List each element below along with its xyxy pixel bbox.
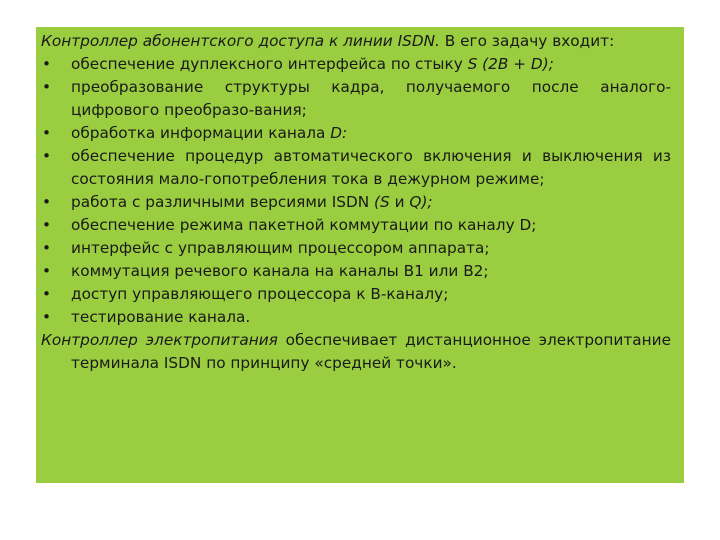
list-item-emphasis: S (2B + D); [467, 55, 554, 73]
list-item-text: работа с различными версиями ISDN [71, 193, 375, 211]
bullet-icon: • [42, 239, 52, 257]
list-item-text: доступ управляющего процессора к В-каналу; [71, 285, 449, 303]
intro-text: В его задачу входит: [439, 32, 615, 50]
list-item-emphasis: D: [330, 124, 348, 142]
outro-paragraph [41, 329, 671, 375]
bullet-icon: • [42, 124, 52, 142]
list-item-emphasis-2: Q); [409, 193, 433, 211]
list-item [41, 237, 671, 260]
bullet-icon: • [42, 193, 52, 211]
list-item [41, 306, 671, 329]
list-item [41, 260, 671, 283]
intro-paragraph [41, 30, 671, 53]
list-item-text: обработка информации канала [71, 124, 331, 142]
outro-term: Контроллер электропитания [41, 331, 278, 349]
list-item-text: обеспечение режима пакетной коммутации по каналу D; [71, 216, 537, 234]
bullet-icon: • [42, 285, 52, 303]
list-item-text: обеспечение дуплексного интерфейса по стыку [71, 55, 468, 73]
list-item-emphasis: (S [374, 193, 390, 211]
list-item-text: коммутация речевого канала на каналы В1 или В2; [71, 262, 489, 280]
list-item [41, 283, 671, 306]
list-item-text: тестирование канала. [71, 308, 251, 326]
list-item [41, 145, 671, 191]
bullet-icon: • [42, 78, 52, 96]
intro-term: Контроллер абонентского доступа к линии ISDN. [41, 32, 440, 50]
bullet-icon: • [42, 262, 52, 280]
list-item [41, 122, 671, 145]
list-item-text: интерфейс с управляющим процессором аппарата; [71, 239, 490, 257]
bullet-icon: • [42, 147, 52, 165]
list-item [41, 191, 671, 214]
bullet-icon: • [42, 216, 52, 234]
slide-content-box [36, 27, 684, 483]
list-item [41, 214, 671, 237]
outro-text: обеспечивает дистанционное электропитание терминала ISDN по принципу «средней точки». [71, 331, 671, 372]
list-item-text: обеспечение процедур автоматического включения и выключения из состояния мало-гопотребления тока в дежурном режиме; [71, 147, 671, 188]
list-item-text: преобразование структуры кадра, получаемого после аналого-цифрового преобразо-вания; [71, 78, 671, 119]
bullet-icon: • [42, 308, 52, 326]
list-item-text-tail: и [389, 193, 410, 211]
bullet-icon: • [42, 55, 52, 73]
task-list [41, 53, 671, 329]
list-item [41, 53, 671, 76]
list-item [41, 76, 671, 122]
